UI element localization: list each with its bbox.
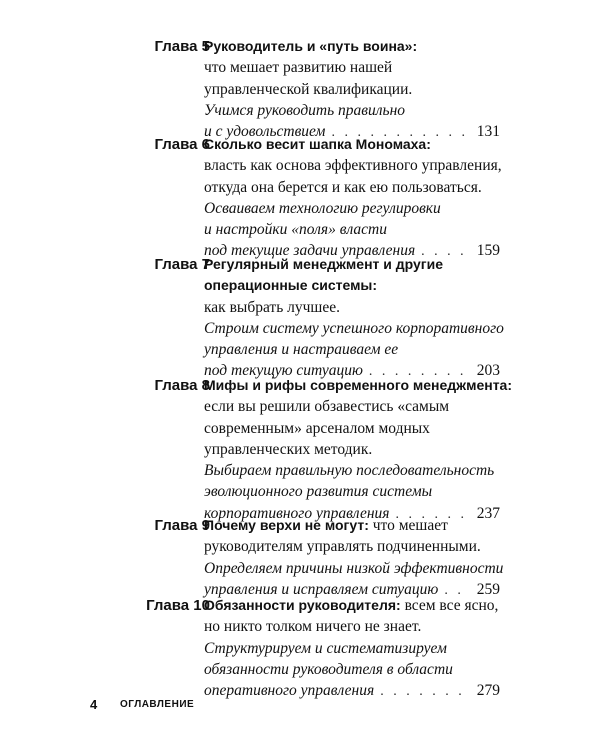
- chapter-body: [204, 515, 504, 600]
- chapter-subtitle: если вы решили обзавестись «самым: [204, 398, 450, 416]
- page-number: 237: [476, 504, 500, 522]
- chapter-description: управления и исправляем ситуацию: [204, 580, 439, 598]
- chapter-title: Почему верхи не могут:: [204, 517, 369, 533]
- chapter-description: Строим систему успешного корпоративного: [204, 319, 504, 337]
- chapter-label: Глава 8: [154, 377, 210, 394]
- page-number: 131: [476, 123, 500, 141]
- chapter-subtitle: современным» арсеналом модных: [204, 419, 430, 437]
- page-number: 279: [476, 682, 500, 700]
- chapter-description: обязанности руководителя в области: [204, 660, 453, 678]
- chapter-description: и настройки «поля» власти: [204, 221, 387, 239]
- chapter-description: Определяем причины низкой эффективности: [204, 559, 504, 577]
- chapter-title: операционные системы:: [204, 277, 378, 294]
- chapter-title: Обязанности руководителя:: [204, 597, 401, 613]
- chapter-title: Мифы и рифы современного менеджмента:: [204, 377, 513, 393]
- chapter-title-line: [204, 595, 500, 616]
- chapter-subtitle: власть как основа эффективного управления,: [204, 157, 502, 175]
- chapter-title: Регулярный менеджмент и другие: [204, 256, 444, 272]
- chapter-label: Глава 7: [154, 256, 210, 273]
- chapter-description: оперативного управления: [204, 682, 375, 700]
- chapter-body: [204, 595, 500, 701]
- chapter-subtitle: что мешает развитию нашей: [204, 59, 393, 77]
- chapter-label: Глава 10: [146, 597, 210, 614]
- chapter-description: Учимся руководить правильно: [204, 101, 406, 119]
- chapter-description: Структурируем и систематизируем: [204, 639, 447, 657]
- chapter-description: эволюционного развития системы: [204, 483, 433, 501]
- chapter-body: [204, 134, 500, 262]
- chapter-subtitle: управленческих методик.: [204, 440, 373, 458]
- chapter-subtitle: руководителям управлять подчиненными.: [204, 538, 481, 556]
- chapter-subtitle: откуда она берется и как ею пользоваться.: [204, 178, 482, 196]
- chapter-subtitle: но никто толком ничего не знает.: [204, 618, 422, 636]
- chapter-body: [204, 36, 500, 142]
- chapter-label: Глава 5: [154, 38, 210, 55]
- chapter-title: Руководитель и «путь воина»:: [204, 38, 418, 54]
- footer-section-title: ОГЛАВЛЕНИЕ: [120, 699, 195, 710]
- chapter-description: управления и настраиваем ее: [204, 341, 399, 359]
- dot-leader: [380, 681, 471, 702]
- chapter-description: Осваиваем технологию регулировки: [204, 199, 441, 217]
- chapter-subtitle: что мешает: [368, 517, 448, 534]
- chapter-last-line: [204, 680, 500, 701]
- chapter-description: корпоративного управления: [204, 504, 390, 522]
- page-number: 259: [476, 580, 500, 598]
- footer-page-number: 4: [90, 697, 98, 712]
- chapter-body: [204, 254, 504, 382]
- chapter-description: под текущую ситуацию: [204, 362, 363, 380]
- chapter-title-line: [204, 515, 500, 536]
- chapter-description: Выбираем правильную последовательность: [204, 462, 495, 480]
- chapter-description: и с удовольствием: [204, 123, 326, 141]
- chapter-title: Сколько весит шапка Мономаха:: [204, 136, 431, 152]
- chapter-body: [204, 375, 513, 524]
- chapter-subtitle: управленческой квалификации.: [204, 80, 413, 98]
- page-number: 203: [476, 362, 500, 380]
- chapter-label: Глава 6: [154, 136, 210, 153]
- page-number: 159: [476, 242, 500, 260]
- chapter-description: под текущие задачи управления: [204, 242, 416, 260]
- chapter-subtitle: всем все ясно,: [400, 597, 499, 614]
- chapter-subtitle: как выбрать лучшее.: [204, 298, 340, 316]
- chapter-label: Глава 9: [154, 517, 210, 534]
